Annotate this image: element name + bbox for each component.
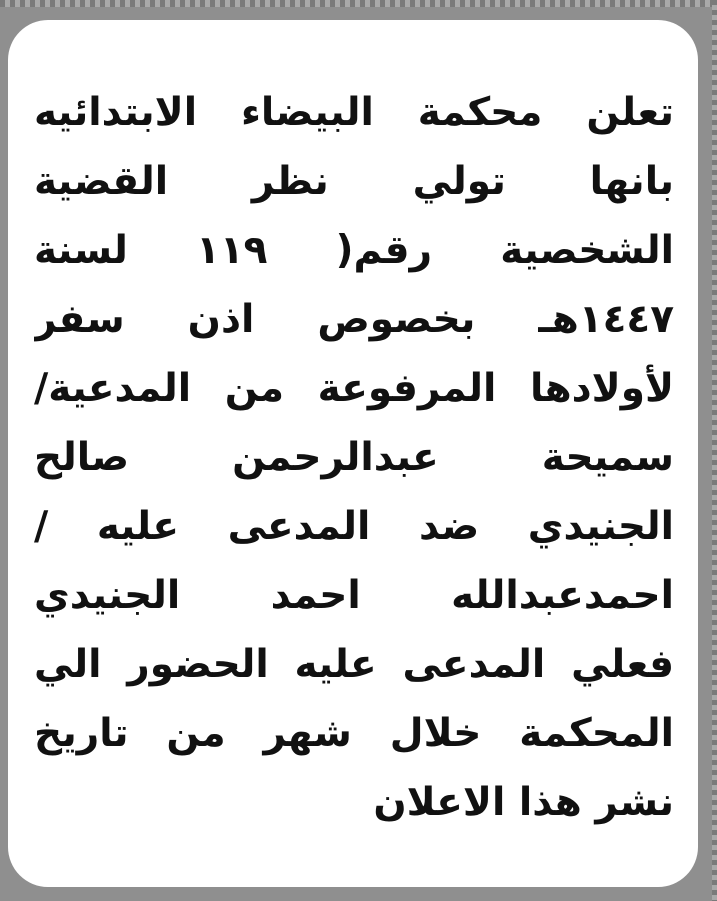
notice-line-8: احمدعبدالله احمد الجنيدي <box>34 573 674 618</box>
top-border-strip <box>0 0 717 7</box>
right-border-strip <box>712 0 717 901</box>
notice-line-10: المحكمة خلال شهر من تاريخ <box>34 711 674 756</box>
court-notice-card <box>8 20 698 887</box>
notice-line-9: فعلي المدعى عليه الحضور الي <box>34 642 674 687</box>
notice-line-11: نشر هذا الاعلان <box>373 780 674 825</box>
notice-line-4: ١٤٤٧هـ بخصوص اذن سفر <box>34 297 674 342</box>
notice-line-2: بانها تولي نظر القضية <box>34 159 674 204</box>
notice-line-7: الجنيدي ضد المدعى عليه / <box>34 504 674 549</box>
court-notice-text <box>34 78 674 837</box>
notice-line-3: الشخصية رقم( ١١٩ لسنة <box>34 228 674 273</box>
notice-line-5: لأولادها المرفوعة من المدعية/ <box>34 366 674 411</box>
notice-line-6: سميحة عبدالرحمن صالح <box>34 435 674 480</box>
notice-line-1: تعلن محكمة البيضاء الابتدائيه <box>34 90 674 135</box>
